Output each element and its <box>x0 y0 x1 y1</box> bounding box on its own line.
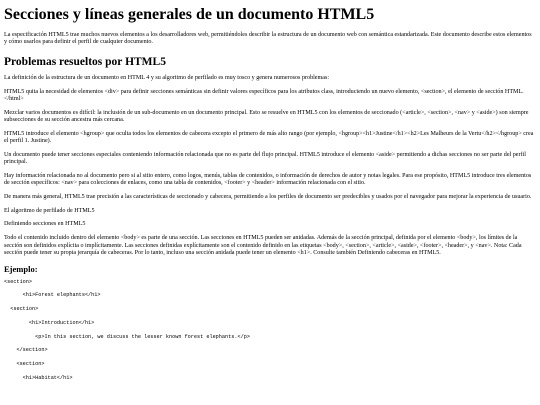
paragraph-precision: De manera más general, HTML5 trae precisión a las características de seccionado y cabecera, permitiendo a los perfiles de documento ser predecibles y usados por el navegador para mejorar la experiencia de usuario. <box>4 194 532 201</box>
paragraph-problems-intro: La definición de la estructura de un documento en HTML 4 y su algoritmo de perfilado es muy tosco y genera numerosos problemas: <box>4 74 330 81</box>
section-heading: Problemas resueltos por HTML5 <box>4 55 166 68</box>
code-line: <h1>Habitat</h1> <box>4 374 73 381</box>
page-title: Secciones y líneas generales de un documento HTML5 <box>4 6 375 23</box>
code-line: <section> <box>4 360 45 367</box>
example-heading: Ejemplo: <box>4 263 38 274</box>
paragraph-site-elements: Hay información relacionada no al documento pero si al sitio entero, como logos, menús, tablas de contenidos, o información de derechos de autor y notas legales. Para ese propósito, HTML5 introduce tres elementos de sección específicos: <nav> para colecciones de enlaces, como una tabla de contenidos, <footer> y <header> información relacionada con el sitio. <box>4 172 532 187</box>
code-line: <section> <box>4 278 33 285</box>
code-line: </section> <box>4 347 48 354</box>
paragraph-aside: Un documento puede tener secciones especiales conteniendo información relacionada que no es parte del flujo principal. HTML5 introduce el elemento <aside> permitiendo a dichas secciones no ser parte del perfil principal. <box>4 151 526 166</box>
code-line: <p>In this section, we discuss the lesser known forest elephants.</p> <box>4 333 250 340</box>
paragraph-algorithm: El algoritmo de perfilado de HTML5 <box>4 207 95 214</box>
paragraph-section-element: HTML5 quita la necesidad de elementos <div> para definir secciones semánticas sin definir valores específicos para los atributos class, introduciendo un nuevo elemento, <section>, el elemento de sección HTML. </html> <box>4 88 524 102</box>
paragraph-hgroup: HTML5 introduce el elemento <hgroup> que oculta todos los elementos de cabecera excepto el primero de más alto rango (por ejemplo, <hgroup><h1>Justine</h1><h2>Les Malheurs de la Vertu</h2></hgroup> crea el perfil 1. Justine). <box>4 130 534 145</box>
code-line: <section> <box>4 306 39 313</box>
intro-paragraph: La especificación HTML5 trae muchos nuevos elementos a los desarrolladores web, permitiéndoles describir la estructura de un documento web con semántica estandarizada. Este documento describe estos elementos y cómo usarlos para definir el perfil de cualquier documento. <box>4 32 532 46</box>
code-line: <h1>Introduction</h1> <box>4 319 95 326</box>
paragraph-body-sections: Todo el contenido incluido dentro del elemento <body> es parte de una sección. Las secciones en HTML5 pueden ser anidadas. Además de la sección principal, definida por el elemento <body>, los límites de la sección son definidos explícita o implícitamente. Las secciones definidas explícitamente son el contenido definido en las etiquetas <body>, <section>, <article>, <aside>, <footer>, <header>, y <nav>. Nota: Cada sección puede tener su propia jerarquía de cabeceras. Por lo tanto, incluso una sección anidada puede tener un elemento <h1>. Consulte también Definiendo cabeceras en HTML5. <box>4 235 522 256</box>
paragraph-mixing-documents: Mezclar varios documentos es difícil: la inclusión de un sub-documento en un documento principal. Esto se resuelve en HTML5 con los elementos de seccionado (<article>, <section>, <nav> y <aside>) son siempre subsecciones de su sección ancestra más cercana. <box>4 109 529 124</box>
code-line: <h1>Forest elephants</h1> <box>4 292 101 299</box>
paragraph-defining-sections: Definiendo secciones en HTML5 <box>4 221 86 228</box>
code-example <box>4 279 536 381</box>
